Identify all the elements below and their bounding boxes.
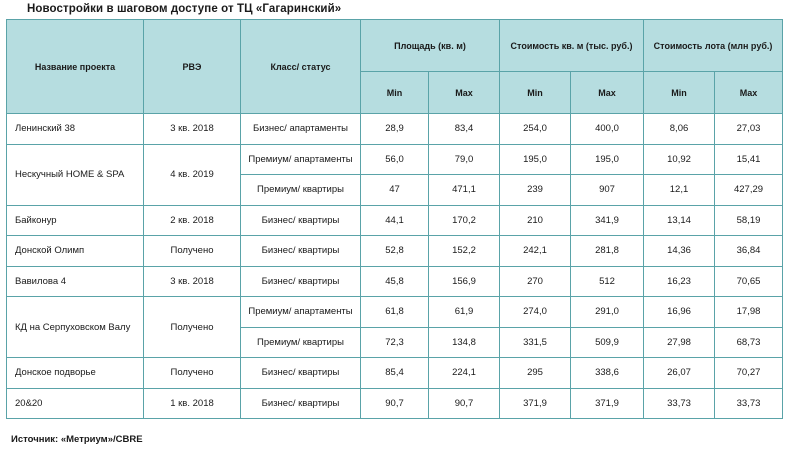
header-price-sqm: Стоимость кв. м (тыс. руб.) xyxy=(500,20,644,72)
area-max-cell: 61,9 xyxy=(429,297,500,328)
class-cell: Премиум/ апартаменты xyxy=(241,144,361,175)
area-max-cell: 156,9 xyxy=(429,266,500,297)
sqm-min-cell: 270 xyxy=(500,266,571,297)
area-min-cell: 52,8 xyxy=(361,236,429,267)
header-lot-min: Min xyxy=(644,72,715,114)
area-min-cell: 56,0 xyxy=(361,144,429,175)
area-max-cell: 224,1 xyxy=(429,358,500,389)
lot-min-cell: 8,06 xyxy=(644,114,715,145)
sqm-min-cell: 254,0 xyxy=(500,114,571,145)
header-area-min: Min xyxy=(361,72,429,114)
area-max-cell: 83,4 xyxy=(429,114,500,145)
sqm-max-cell: 281,8 xyxy=(571,236,644,267)
table-row xyxy=(7,388,783,419)
lot-max-cell: 36,84 xyxy=(715,236,783,267)
sqm-max-cell: 338,6 xyxy=(571,358,644,389)
sqm-min-cell: 331,5 xyxy=(500,327,571,358)
lot-max-cell: 33,73 xyxy=(715,388,783,419)
class-cell: Бизнес/ квартиры xyxy=(241,358,361,389)
sqm-max-cell: 341,9 xyxy=(571,205,644,236)
lot-max-cell: 70,27 xyxy=(715,358,783,389)
project-name-cell: Нескучный HOME & SPA xyxy=(7,144,144,205)
sqm-min-cell: 242,1 xyxy=(500,236,571,267)
lot-min-cell: 16,96 xyxy=(644,297,715,328)
project-name-cell: Ленинский 38 xyxy=(7,114,144,145)
table-row xyxy=(7,114,783,145)
class-cell: Премиум/ апартаменты xyxy=(241,297,361,328)
area-min-cell: 90,7 xyxy=(361,388,429,419)
table-row xyxy=(7,236,783,267)
lot-max-cell: 15,41 xyxy=(715,144,783,175)
header-area: Площадь (кв. м) xyxy=(361,20,500,72)
sqm-max-cell: 371,9 xyxy=(571,388,644,419)
class-cell: Бизнес/ квартиры xyxy=(241,236,361,267)
header-name: Название проекта xyxy=(7,20,144,114)
area-max-cell: 79,0 xyxy=(429,144,500,175)
area-min-cell: 44,1 xyxy=(361,205,429,236)
area-max-cell: 170,2 xyxy=(429,205,500,236)
table-row xyxy=(7,297,783,328)
sqm-max-cell: 195,0 xyxy=(571,144,644,175)
lot-min-cell: 33,73 xyxy=(644,388,715,419)
class-cell: Премиум/ квартиры xyxy=(241,327,361,358)
rve-cell: Получено xyxy=(144,236,241,267)
lot-min-cell: 13,14 xyxy=(644,205,715,236)
rve-cell: Получено xyxy=(144,358,241,389)
header-area-max: Max xyxy=(429,72,500,114)
class-cell: Бизнес/ апартаменты xyxy=(241,114,361,145)
class-cell: Бизнес/ квартиры xyxy=(241,388,361,419)
lot-max-cell: 68,73 xyxy=(715,327,783,358)
lot-min-cell: 10,92 xyxy=(644,144,715,175)
sqm-max-cell: 291,0 xyxy=(571,297,644,328)
class-cell: Бизнес/ квартиры xyxy=(241,205,361,236)
lot-max-cell: 427,29 xyxy=(715,175,783,206)
rve-cell: 1 кв. 2018 xyxy=(144,388,241,419)
sqm-min-cell: 195,0 xyxy=(500,144,571,175)
project-name-cell: Донской Олимп xyxy=(7,236,144,267)
lot-max-cell: 70,65 xyxy=(715,266,783,297)
table-row xyxy=(7,205,783,236)
lot-min-cell: 27,98 xyxy=(644,327,715,358)
sqm-max-cell: 512 xyxy=(571,266,644,297)
area-min-cell: 45,8 xyxy=(361,266,429,297)
area-min-cell: 61,8 xyxy=(361,297,429,328)
header-rve: РВЭ xyxy=(144,20,241,114)
sqm-min-cell: 274,0 xyxy=(500,297,571,328)
rve-cell: 2 кв. 2018 xyxy=(144,205,241,236)
header-class: Класс/ статус xyxy=(241,20,361,114)
table-row xyxy=(7,266,783,297)
area-min-cell: 85,4 xyxy=(361,358,429,389)
source-note: Источник: «Метриум»/CBRE xyxy=(11,434,143,445)
header-sqm-max: Max xyxy=(571,72,644,114)
class-cell: Бизнес/ квартиры xyxy=(241,266,361,297)
sqm-min-cell: 210 xyxy=(500,205,571,236)
page-title: Новостройки в шаговом доступе от ТЦ «Гагаринский» xyxy=(27,3,342,15)
sqm-min-cell: 239 xyxy=(500,175,571,206)
header-lot-max: Max xyxy=(715,72,783,114)
area-min-cell: 72,3 xyxy=(361,327,429,358)
lot-max-cell: 27,03 xyxy=(715,114,783,145)
table-row xyxy=(7,144,783,175)
project-name-cell: 20&20 xyxy=(7,388,144,419)
area-max-cell: 152,2 xyxy=(429,236,500,267)
lot-min-cell: 26,07 xyxy=(644,358,715,389)
rve-cell: 3 кв. 2018 xyxy=(144,114,241,145)
sqm-min-cell: 295 xyxy=(500,358,571,389)
lot-min-cell: 16,23 xyxy=(644,266,715,297)
projects-table xyxy=(6,19,783,419)
sqm-max-cell: 509,9 xyxy=(571,327,644,358)
lot-max-cell: 58,19 xyxy=(715,205,783,236)
project-name-cell: Байконур xyxy=(7,205,144,236)
project-name-cell: КД на Серпуховском Валу xyxy=(7,297,144,358)
table-row xyxy=(7,358,783,389)
lot-min-cell: 14,36 xyxy=(644,236,715,267)
area-max-cell: 134,8 xyxy=(429,327,500,358)
rve-cell: 4 кв. 2019 xyxy=(144,144,241,205)
sqm-min-cell: 371,9 xyxy=(500,388,571,419)
header-lot: Стоимость лота (млн руб.) xyxy=(644,20,783,72)
rve-cell: 3 кв. 2018 xyxy=(144,266,241,297)
table-body xyxy=(7,114,783,419)
area-max-cell: 90,7 xyxy=(429,388,500,419)
area-max-cell: 471,1 xyxy=(429,175,500,206)
lot-max-cell: 17,98 xyxy=(715,297,783,328)
class-cell: Премиум/ квартиры xyxy=(241,175,361,206)
area-min-cell: 47 xyxy=(361,175,429,206)
sqm-max-cell: 400,0 xyxy=(571,114,644,145)
area-min-cell: 28,9 xyxy=(361,114,429,145)
rve-cell: Получено xyxy=(144,297,241,358)
lot-min-cell: 12,1 xyxy=(644,175,715,206)
project-name-cell: Вавилова 4 xyxy=(7,266,144,297)
sqm-max-cell: 907 xyxy=(571,175,644,206)
header-sqm-min: Min xyxy=(500,72,571,114)
project-name-cell: Донское подворье xyxy=(7,358,144,389)
